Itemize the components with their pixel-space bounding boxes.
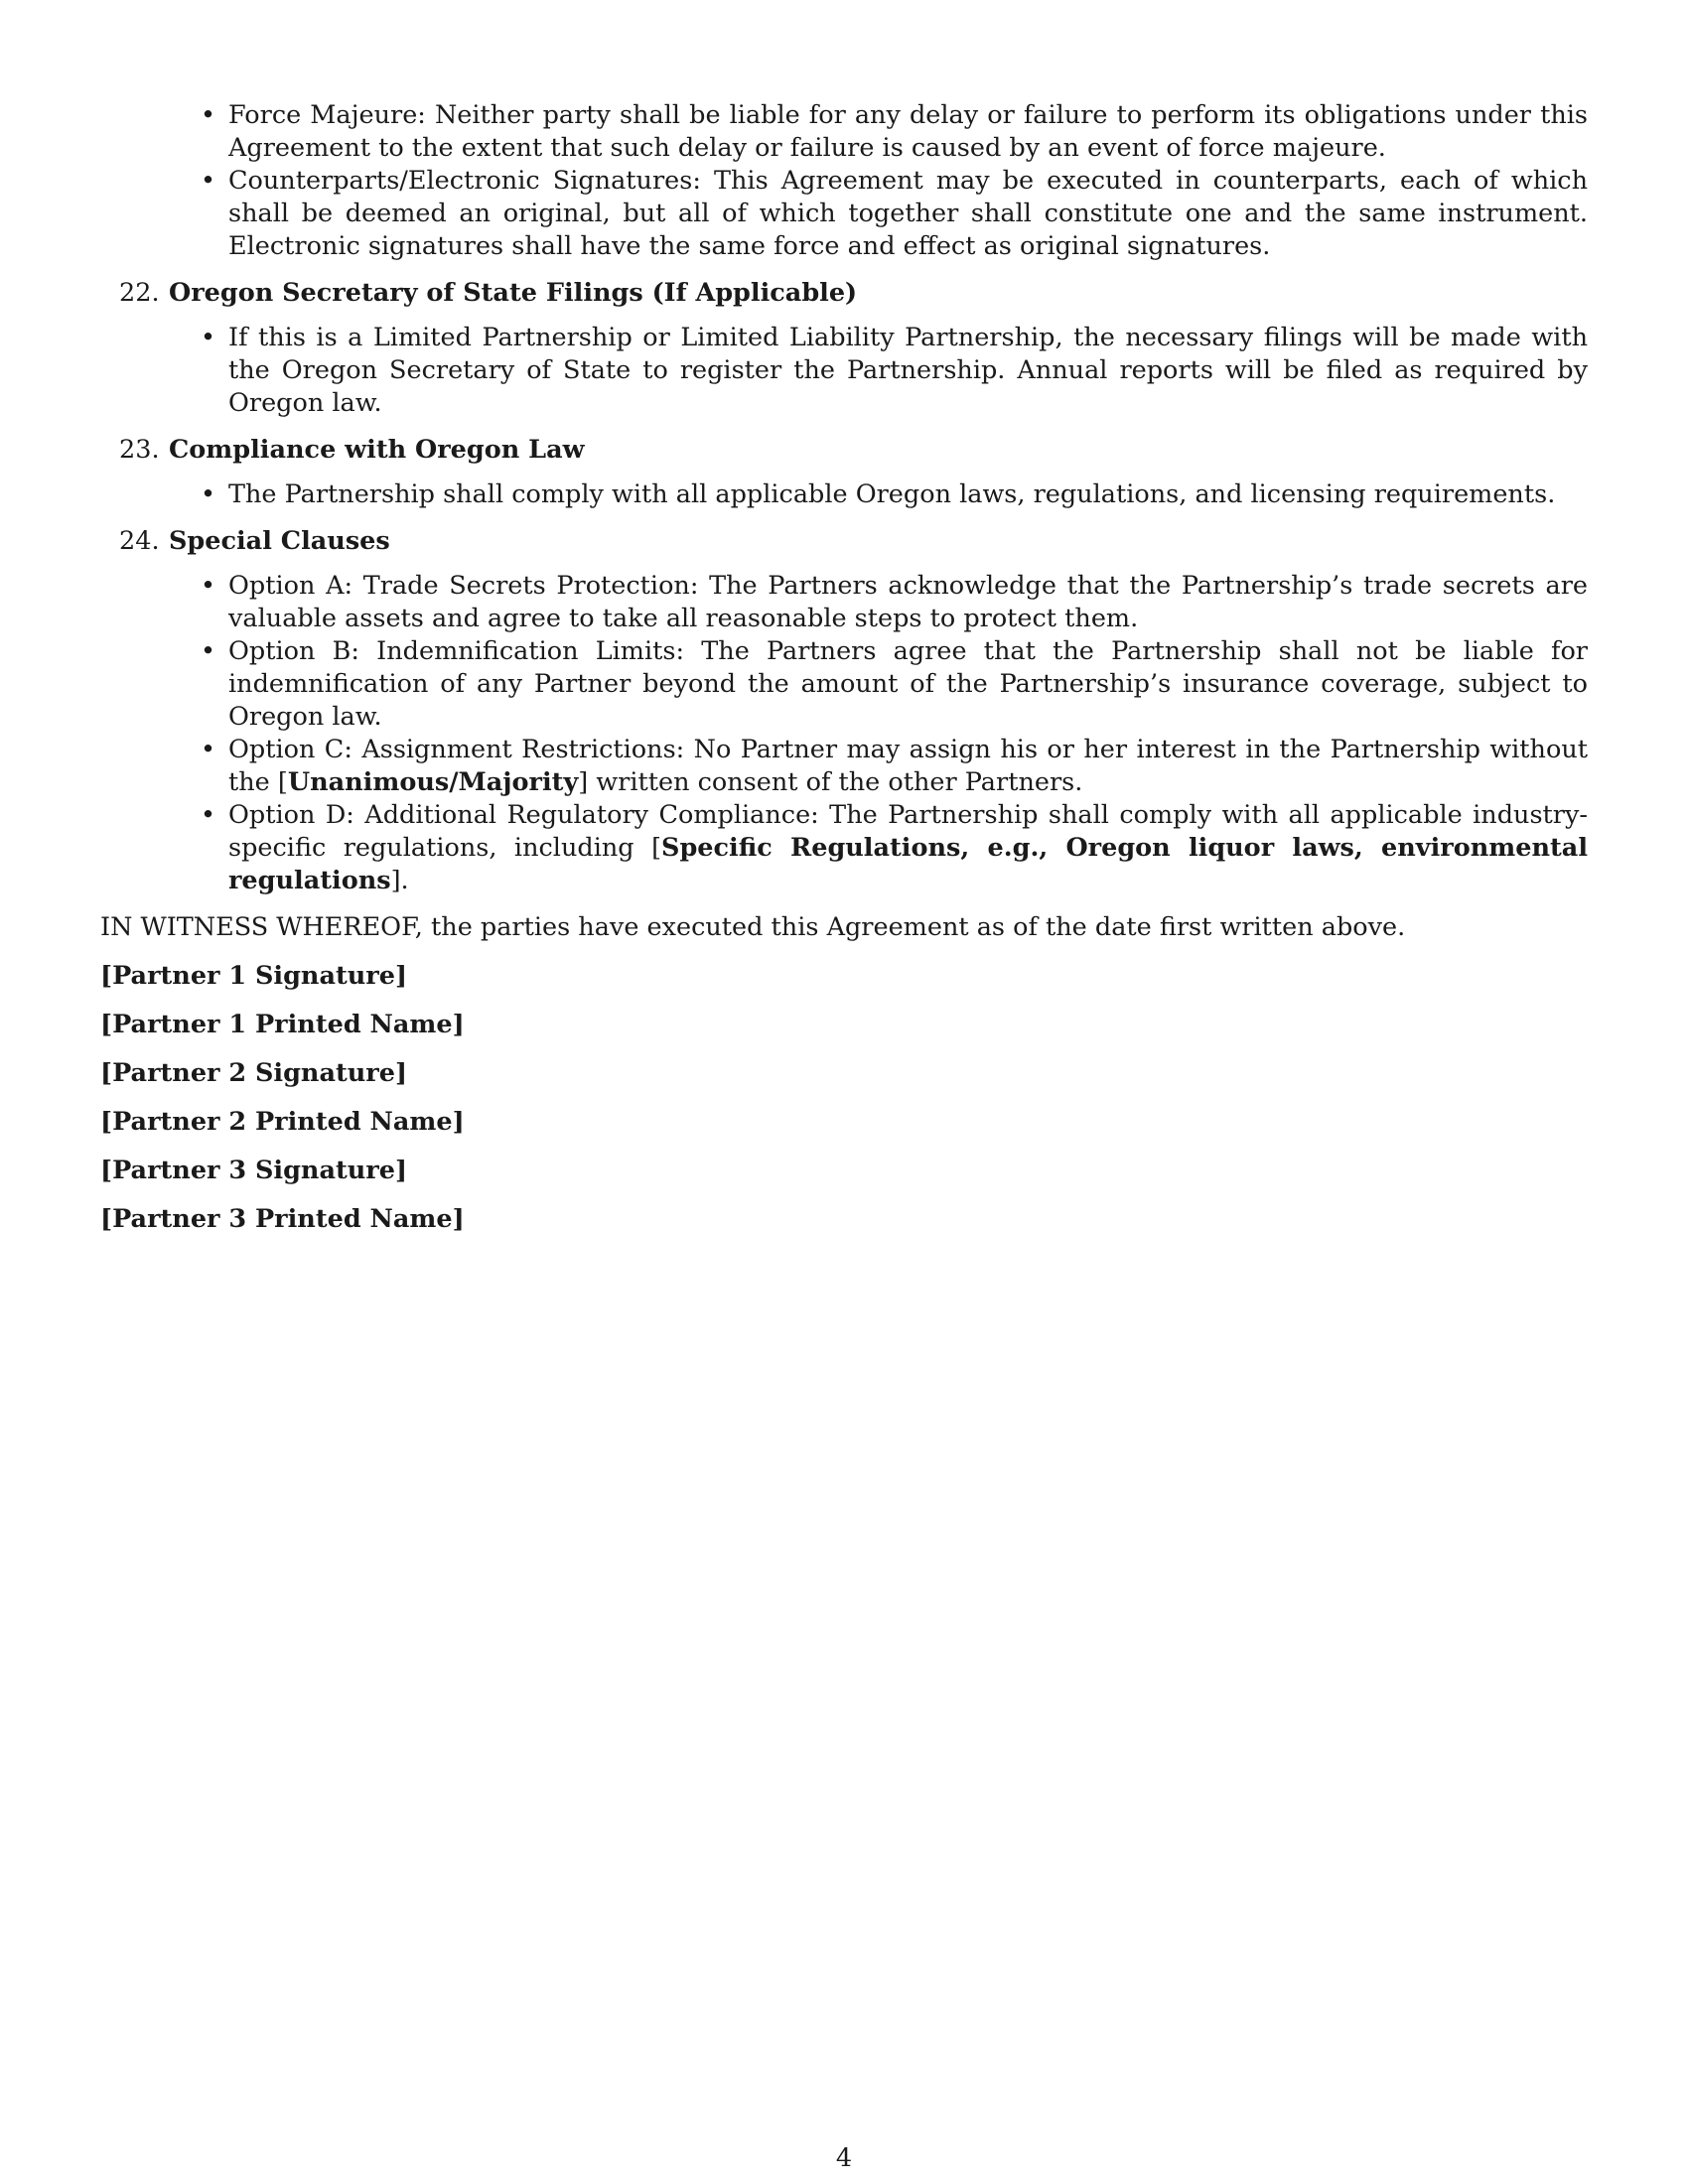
list-item-force-majeure [228,99,1588,165]
list-item-option-d [228,799,1588,897]
list-item-counterparts [228,165,1588,263]
bullet-text: Neither party shall be liable for any delay or failure to perform its obligations under this Agreement to the extent that such delay or failure is caused by an event of force majeure. [228,100,1588,163]
option-text: ]. [390,866,409,895]
list-item-option-b: • Option B: Indemnification Limits: The Partners agree that the Partnership shall not be liable for indemnification of any Partner beyond the amount of the Partnership’s insurance coverage, subject to Oregon law. [228,635,1588,734]
page-number: 4 [835,2143,853,2173]
placeholder-field: Unanimous/Majority [287,767,579,797]
section-number: 23. [119,435,160,465]
partner-1-printed-name: [Partner 1 Printed Name] [100,1010,465,1039]
partner-2-signature: [Partner 2 Signature] [100,1058,408,1088]
section-number: 22. [119,278,160,308]
section-22-list [100,322,1588,420]
section-24-list [100,570,1588,897]
partner-3-printed-name: [Partner 3 Printed Name] [100,1204,465,1234]
option-text: Option C: Assignment Restrictions: No Partner may assign his or her interest in the Partnership without the [ [228,735,1588,797]
partner-2-printed-name: [Partner 2 Printed Name] [100,1107,465,1137]
bullet-label: Counterparts/Electronic Signatures: [228,166,701,196]
bullet-label: Force Majeure: [228,100,426,130]
list-item-option-a: • Option A: Trade Secrets Protection: The Partners acknowledge that the Partnership’s trade secrets are valuable assets and agree to take all reasonable steps to protect them. [228,570,1588,635]
section-number: 24. [119,526,160,556]
partner-1-signature: [Partner 1 Signature] [100,961,408,991]
witness-clause: IN WITNESS WHEREOF, the parties have executed this Agreement as of the date first written above. [100,912,1406,942]
section-title: Oregon Secretary of State Filings (If Applicable) [169,278,858,308]
partner-3-signature: [Partner 3 Signature] [100,1156,408,1185]
bullet-text: This Agreement may be executed in counterparts, each of which shall be deemed an original, but all of which together shall constitute one and the same instrument. Electronic signatures shall have the same force and effect as original signatures. [228,166,1588,261]
section-heading-24 [100,525,1588,558]
section-heading-23 [100,434,1588,467]
section-title: Special Clauses [169,526,390,556]
general-provisions-list [100,99,1588,263]
placeholder-field: Specific Regulations, e.g., Oregon liquor laws, environmental regulations [228,833,1589,895]
section-23-list [100,478,1588,511]
section-heading-22 [100,277,1588,310]
list-item: • The Partnership shall comply with all applicable Oregon laws, regulations, and licensing requirements. [228,478,1588,511]
list-item: • If this is a Limited Partnership or Limited Liability Partnership, the necessary filings will be made with the Oregon Secretary of State to register the Partnership. Annual reports will be filed as required by Oregon law. [228,322,1588,420]
list-item-option-c [228,734,1588,799]
section-title: Compliance with Oregon Law [169,435,585,465]
option-text: Option D: Additional Regulatory Compliance: The Partnership shall comply with all applicable industry-specific regulations, including [ [228,800,1588,863]
document-body [100,99,1588,1236]
option-text: ] written consent of the other Partners. [578,767,1083,797]
